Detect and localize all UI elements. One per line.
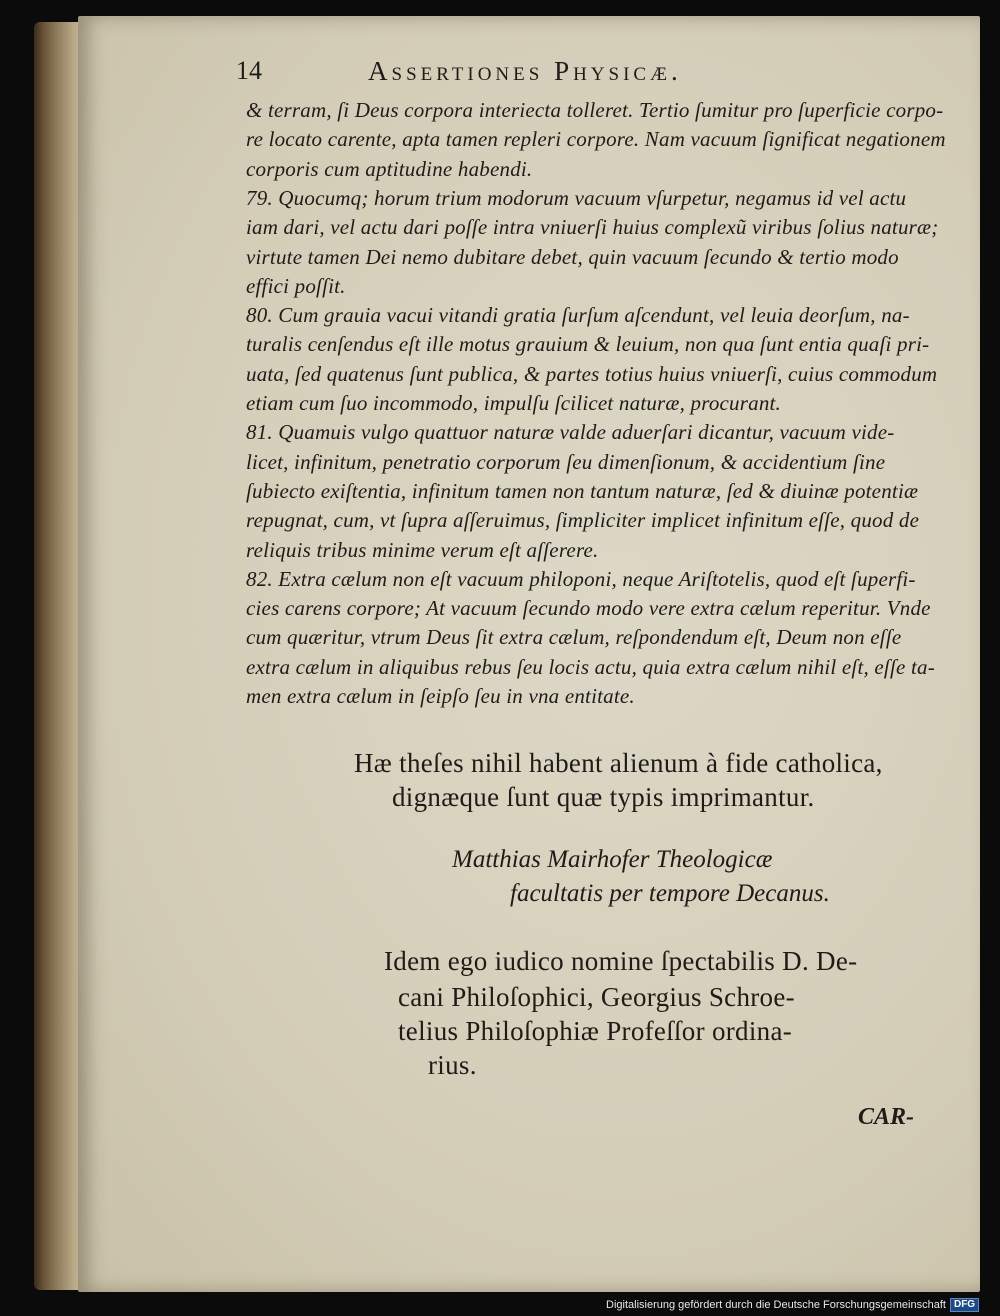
running-head: Assertiones Physicæ. bbox=[368, 56, 682, 86]
body-line: & terram, ſi Deus corpora interiecta tolleret. Tertio ſumitur pro ſuperficie corpo- bbox=[246, 98, 944, 122]
digitization-footer bbox=[606, 1298, 986, 1312]
body-line: repugnat, cum, vt ſupra aſſeruimus, ſimpliciter implicet infinitum eſſe, quod de bbox=[246, 508, 920, 533]
body-line: etiam cum ſuo incommodo, impulſu ſcilicet naturæ, procurant. bbox=[246, 391, 782, 415]
body-line: cum quæritur, vtrum Deus ſit extra cælum, reſpondendum eſt, Deum non eſſe bbox=[246, 625, 902, 650]
second-approbation-line: telius Philoſophiæ Profeſſor ordina- bbox=[398, 1016, 793, 1046]
body-line: men extra cælum in ſeipſo ſeu in vna entitate. bbox=[246, 684, 635, 708]
body-line: ſubiecto exiſtentia, infinitum tamen non tantum naturæ, ſed & diuinæ potentiæ bbox=[246, 478, 919, 503]
second-approbation-line: rius. bbox=[428, 1050, 477, 1080]
signature-line: Matthias Mairhofer Theologicæ bbox=[452, 846, 773, 873]
body-line: effici poſſit. bbox=[246, 273, 346, 298]
body-line: turalis cenſendus eſt ille motus grauium & leuium, non qua ſunt entia quaſi pri- bbox=[246, 332, 930, 357]
second-approbation-line: cani Philoſophici, Georgius Schroe- bbox=[398, 982, 795, 1012]
body-line: iam dari, vel actu dari poſſe intra vniuerſi huius complexũ viribus ſolius naturæ; bbox=[246, 215, 939, 240]
body-line: uata, ſed quatenus ſunt publica, & partes totius huius vniuerſi, cuius commodum bbox=[246, 361, 938, 386]
footer-credit: Digitalisierung gefördert durch die Deutsche Forschungsgemeinschaft bbox=[606, 1299, 946, 1311]
body-line: 80. Cum grauia vacui vitandi gratia ſurſum aſcendunt, vel leuia deorſum, na- bbox=[246, 303, 910, 328]
body-line: licet, infinitum, penetratio corporum ſeu dimenſionum, & accidentium ſine bbox=[246, 449, 886, 474]
body-line: extra cælum in aliquibus rebus ſeu locis actu, quia extra cælum nihil eſt, eſſe ta- bbox=[246, 654, 935, 679]
body-line: corporis cum aptitudine habendi. bbox=[246, 156, 533, 181]
body-line: reliquis tribus minime verum eſt aſſerere. bbox=[246, 537, 599, 562]
approbation-line: dignæque ſunt quæ typis imprimantur. bbox=[392, 782, 815, 812]
body-line: 81. Quamuis vulgo quattuor naturæ valde aduerſari dicantur, vacuum vide- bbox=[246, 420, 895, 445]
second-approbation-line: Idem ego iudico nomine ſpectabilis D. De- bbox=[384, 946, 858, 976]
signature-line: facultatis per tempore Decanus. bbox=[510, 880, 830, 907]
body-line: virtute tamen Dei nemo dubitare debet, quin vacuum ſecundo & tertio modo bbox=[246, 244, 899, 269]
body-line: re locato carente, apta tamen repleri corpore. Nam vacuum ſignificat negationem bbox=[246, 127, 946, 152]
catchword: CAR- bbox=[858, 1104, 915, 1130]
body-line: cies carens corpore; At vacuum ſecundo modo vere extra cælum reperitur. Vnde bbox=[246, 596, 931, 621]
body-line: 82. Extra cælum non eſt vacuum philoponi, neque Ariſtotelis, quod eſt ſuperfi- bbox=[246, 566, 916, 591]
page-number: 14 bbox=[236, 56, 262, 85]
approbation-line: Hæ theſes nihil habent alienum à fide catholica, bbox=[354, 748, 883, 778]
body-line: 79. Quocumq; horum trium modorum vacuum vſurpetur, negamus id vel actu bbox=[246, 185, 907, 210]
dfg-logo: DFG bbox=[950, 1298, 979, 1312]
